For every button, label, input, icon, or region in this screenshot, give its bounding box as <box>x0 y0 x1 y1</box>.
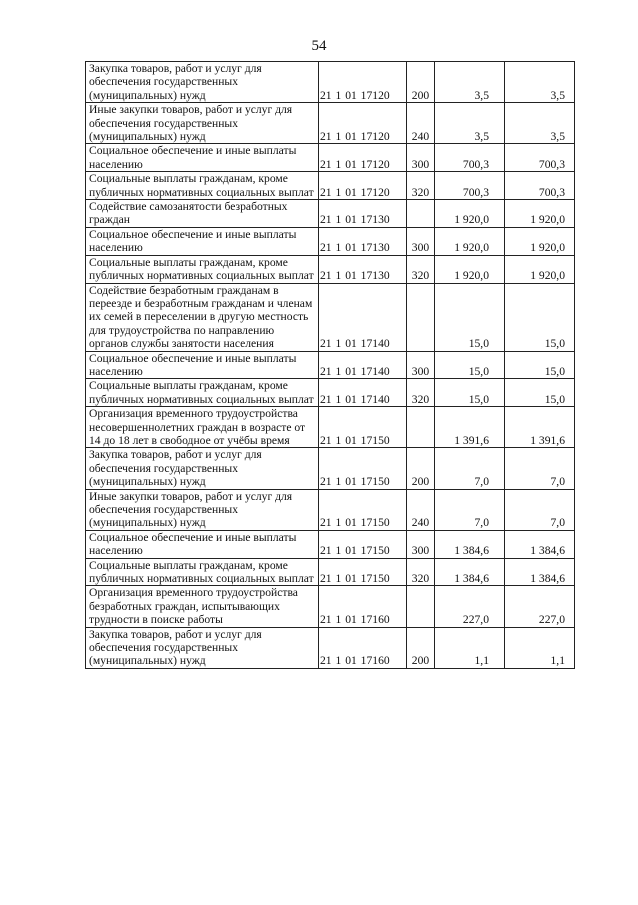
cell-amount-2: 15,0 <box>505 283 575 351</box>
cell-target-code: 21 1 01 17150 <box>319 407 407 448</box>
cell-amount-2: 1 920,0 <box>505 255 575 283</box>
cell-amount-2: 7,0 <box>505 448 575 489</box>
cell-target-code: 21 1 01 17140 <box>319 283 407 351</box>
cell-amount-1: 7,0 <box>435 448 505 489</box>
page-number: 54 <box>311 38 327 54</box>
cell-target-code: 21 1 01 17120 <box>319 62 407 103</box>
cell-amount-1: 15,0 <box>435 283 505 351</box>
table-row <box>86 407 575 448</box>
cell-amount-2: 1 920,0 <box>505 200 575 228</box>
cell-amount-2: 15,0 <box>505 379 575 407</box>
cell-amount-1: 1 391,6 <box>435 407 505 448</box>
cell-amount-1: 3,5 <box>435 62 505 103</box>
cell-amount-2: 1,1 <box>505 627 575 668</box>
cell-amount-2: 700,3 <box>505 172 575 200</box>
cell-expense-type: 240 <box>407 489 435 530</box>
cell-amount-2: 700,3 <box>505 144 575 172</box>
cell-amount-1: 1 384,6 <box>435 558 505 586</box>
cell-name: Содействие безработным гражданам в переезде и безработным гражданам и членам их семей в переселении в другую местность для трудоустройства по направлению органов службы занятости населения <box>86 283 319 351</box>
cell-name: Социальное обеспечение и иные выплаты населению <box>86 144 319 172</box>
cell-name: Организация временного трудоустройства несовершеннолетних граждан в возрасте от 14 до 18 лет в свободное от учёбы время <box>86 407 319 448</box>
cell-target-code: 21 1 01 17160 <box>319 627 407 668</box>
cell-expense-type: 320 <box>407 379 435 407</box>
cell-target-code: 21 1 01 17120 <box>319 172 407 200</box>
table-row <box>86 627 575 668</box>
cell-target-code: 21 1 01 17150 <box>319 530 407 558</box>
budget-table <box>85 61 575 669</box>
cell-amount-1: 3,5 <box>435 103 505 144</box>
table-row <box>86 530 575 558</box>
cell-expense-type: 320 <box>407 558 435 586</box>
cell-expense-type: 300 <box>407 227 435 255</box>
cell-amount-2: 3,5 <box>505 103 575 144</box>
table-row <box>86 144 575 172</box>
cell-expense-type: 300 <box>407 530 435 558</box>
cell-amount-1: 1,1 <box>435 627 505 668</box>
cell-expense-type: 240 <box>407 103 435 144</box>
table-row <box>86 255 575 283</box>
cell-amount-2: 7,0 <box>505 489 575 530</box>
cell-target-code: 21 1 01 17140 <box>319 379 407 407</box>
cell-expense-type: 200 <box>407 62 435 103</box>
cell-expense-type: 200 <box>407 627 435 668</box>
cell-amount-2: 1 391,6 <box>505 407 575 448</box>
cell-amount-2: 3,5 <box>505 62 575 103</box>
cell-name: Организация временного трудоустройства безработных граждан, испытывающих трудности в поиске работы <box>86 586 319 627</box>
table-row <box>86 379 575 407</box>
cell-amount-1: 1 920,0 <box>435 255 505 283</box>
table-row <box>86 351 575 379</box>
cell-target-code: 21 1 01 17120 <box>319 103 407 144</box>
table-row <box>86 283 575 351</box>
cell-name: Закупка товаров, работ и услуг для обеспечения государственных (муниципальных) нужд <box>86 448 319 489</box>
cell-amount-1: 15,0 <box>435 351 505 379</box>
cell-amount-1: 700,3 <box>435 144 505 172</box>
cell-target-code: 21 1 01 17130 <box>319 200 407 228</box>
cell-amount-1: 1 920,0 <box>435 200 505 228</box>
cell-name: Социальные выплаты гражданам, кроме публичных нормативных социальных выплат <box>86 172 319 200</box>
table-row <box>86 62 575 103</box>
cell-amount-1: 7,0 <box>435 489 505 530</box>
cell-expense-type: 320 <box>407 255 435 283</box>
cell-name: Закупка товаров, работ и услуг для обеспечения государственных (муниципальных) нужд <box>86 627 319 668</box>
table-row <box>86 200 575 228</box>
table-row <box>86 227 575 255</box>
cell-amount-2: 1 384,6 <box>505 530 575 558</box>
cell-amount-2: 15,0 <box>505 351 575 379</box>
cell-expense-type <box>407 200 435 228</box>
cell-expense-type: 320 <box>407 172 435 200</box>
table-row <box>86 489 575 530</box>
cell-amount-1: 15,0 <box>435 379 505 407</box>
table-row <box>86 558 575 586</box>
cell-amount-1: 1 920,0 <box>435 227 505 255</box>
cell-amount-2: 1 384,6 <box>505 558 575 586</box>
cell-amount-2: 1 920,0 <box>505 227 575 255</box>
cell-target-code: 21 1 01 17160 <box>319 586 407 627</box>
cell-name: Закупка товаров, работ и услуг для обеспечения государственных (муниципальных) нужд <box>86 62 319 103</box>
cell-name: Социальные выплаты гражданам, кроме публичных нормативных социальных выплат <box>86 255 319 283</box>
table-row <box>86 586 575 627</box>
cell-amount-1: 1 384,6 <box>435 530 505 558</box>
cell-name: Социальное обеспечение и иные выплаты населению <box>86 530 319 558</box>
cell-name: Социальное обеспечение и иные выплаты населению <box>86 351 319 379</box>
cell-target-code: 21 1 01 17130 <box>319 255 407 283</box>
table-row <box>86 448 575 489</box>
cell-amount-2: 227,0 <box>505 586 575 627</box>
cell-target-code: 21 1 01 17120 <box>319 144 407 172</box>
cell-target-code: 21 1 01 17130 <box>319 227 407 255</box>
cell-name: Социальные выплаты гражданам, кроме публичных нормативных социальных выплат <box>86 379 319 407</box>
cell-expense-type: 300 <box>407 144 435 172</box>
cell-name: Содействие самозанятости безработных граждан <box>86 200 319 228</box>
cell-amount-1: 700,3 <box>435 172 505 200</box>
cell-expense-type: 300 <box>407 351 435 379</box>
cell-amount-1: 227,0 <box>435 586 505 627</box>
cell-name: Социальное обеспечение и иные выплаты населению <box>86 227 319 255</box>
cell-expense-type: 200 <box>407 448 435 489</box>
cell-target-code: 21 1 01 17150 <box>319 558 407 586</box>
cell-name: Иные закупки товаров, работ и услуг для обеспечения государственных (муниципальных) нужд <box>86 103 319 144</box>
cell-target-code: 21 1 01 17150 <box>319 448 407 489</box>
cell-name: Иные закупки товаров, работ и услуг для обеспечения государственных (муниципальных) нужд <box>86 489 319 530</box>
cell-expense-type <box>407 283 435 351</box>
cell-expense-type <box>407 407 435 448</box>
table-row <box>86 103 575 144</box>
cell-target-code: 21 1 01 17140 <box>319 351 407 379</box>
budget-table-body <box>86 62 575 669</box>
table-row <box>86 172 575 200</box>
cell-name: Социальные выплаты гражданам, кроме публичных нормативных социальных выплат <box>86 558 319 586</box>
cell-expense-type <box>407 586 435 627</box>
cell-target-code: 21 1 01 17150 <box>319 489 407 530</box>
